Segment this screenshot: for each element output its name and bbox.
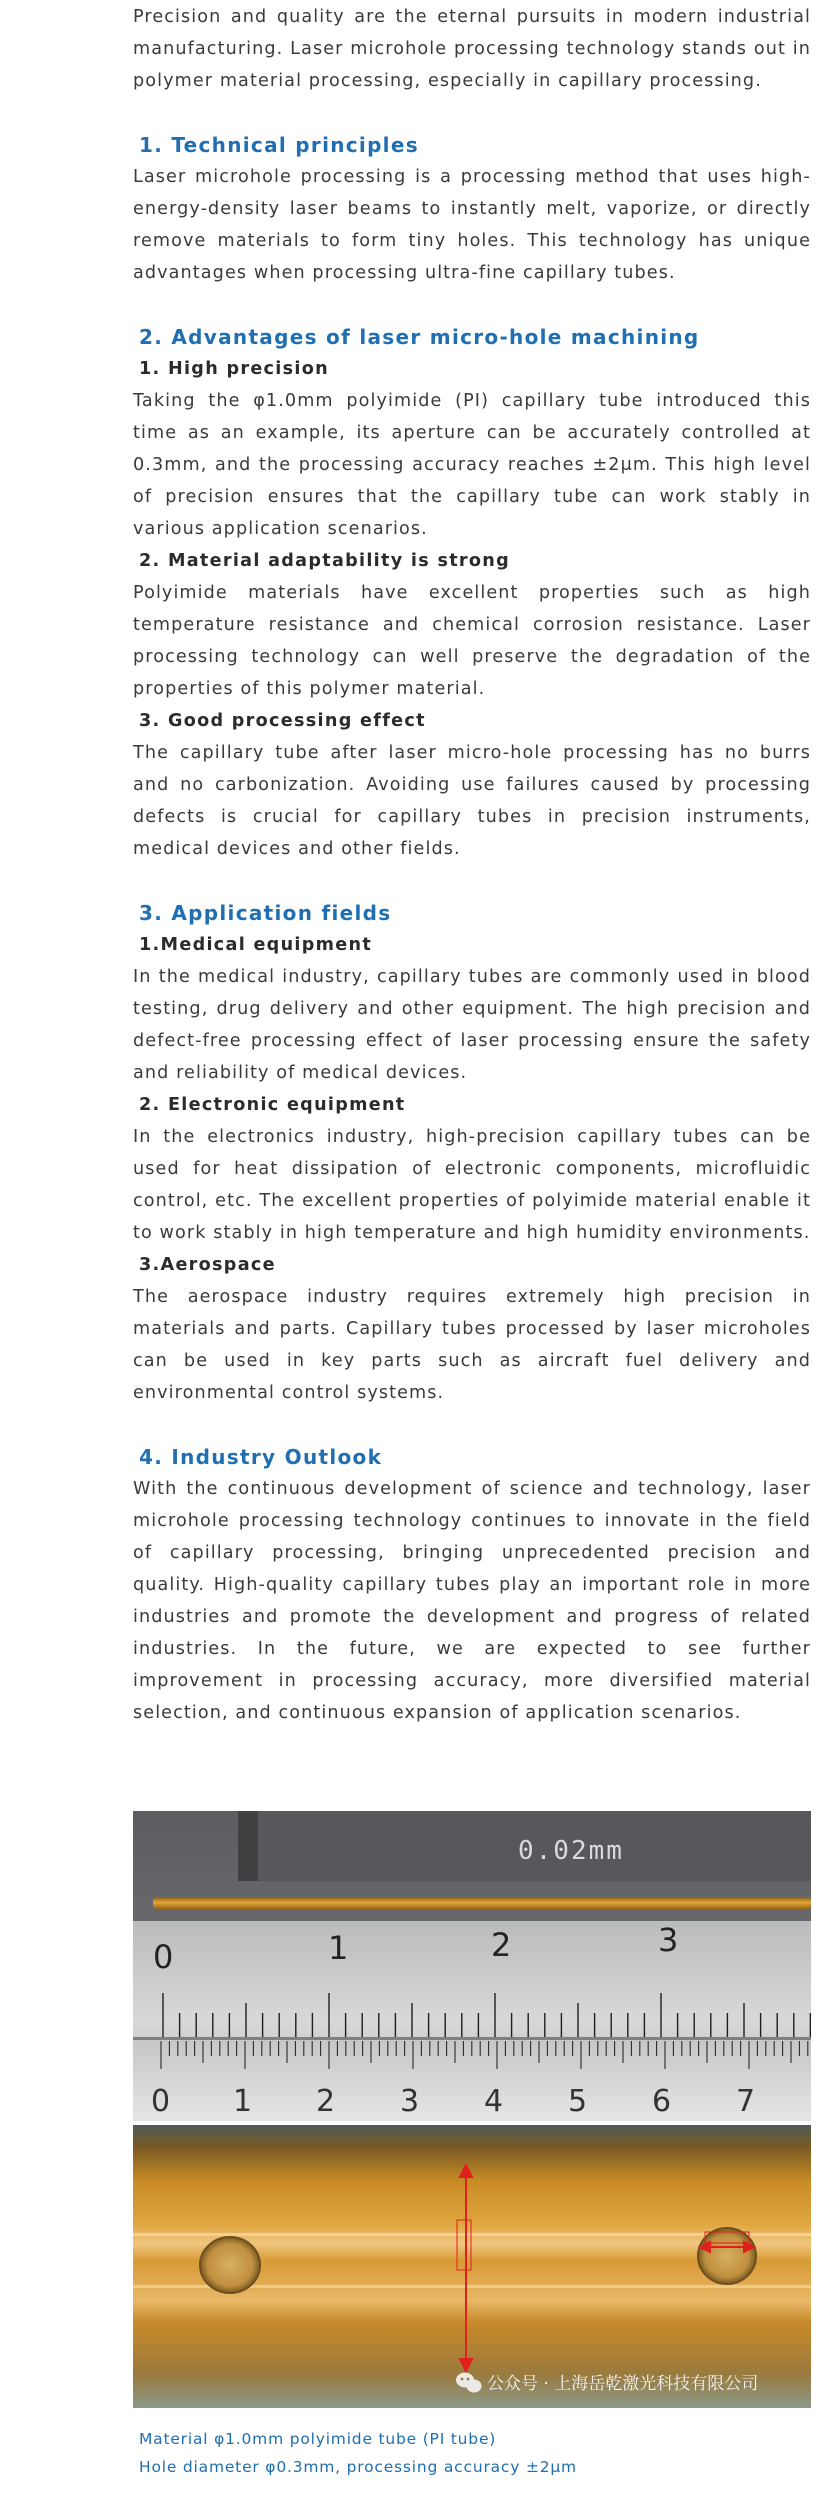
subheading-material-adaptability: 2. Material adaptability is strong (139, 551, 511, 571)
subheading-processing-effect: 3. Good processing effect (139, 711, 426, 731)
section-heading-technical-principles: 1. Technical principles (139, 133, 419, 157)
lower-scale-number-6: 6 (652, 2084, 672, 2119)
vernier-label: 0.02mm (518, 1836, 624, 1866)
lower-scale-number-3: 3 (400, 2084, 420, 2119)
micro-hole-right (698, 2228, 756, 2284)
caliper-illustration (133, 1811, 811, 2121)
section-heading-application-fields: 3. Application fields (139, 901, 392, 925)
lower-scale-number-7: 7 (736, 2084, 756, 2119)
lower-scale-number-2: 2 (316, 2084, 336, 2119)
subheading-electronic-equipment: 2. Electronic equipment (139, 1095, 406, 1115)
lower-scale-number-0: 0 (151, 2084, 171, 2119)
section-heading-industry-outlook: 4. Industry Outlook (139, 1445, 383, 1469)
paragraph-processing-effect: The capillary tube after laser micro-hole processing has no burrs and no carbonization. Avoiding use failures caused by processing defects is crucial for capillary tubes in precision instruments, medical devices and other fields. (133, 743, 811, 859)
caption-hole-diameter: Hole diameter φ0.3mm, processing accuracy ±2μm (139, 2458, 577, 2476)
caption-material: Material φ1.0mm polyimide tube (PI tube) (139, 2430, 497, 2448)
intro-paragraph: Precision and quality are the eternal pursuits in modern industrial manufacturing. Laser microhole processing technology stands out in polymer material processing, especially in capillary processing. (133, 7, 811, 91)
watermark-text: 公众号 · 上海岳乾激光科技有限公司 (487, 2374, 759, 2394)
lower-scale-number-5: 5 (568, 2084, 588, 2119)
upper-scale-number-1: 1 (328, 1929, 349, 1967)
tube-closeup-illustration (133, 2125, 811, 2408)
watermark (456, 2373, 758, 2395)
paragraph-material-adaptability: Polyimide materials have excellent properties such as high temperature resistance and chemical corrosion resistance. Laser processing technology can well preserve the degradation of the properties of this polymer material. (133, 583, 811, 699)
capillary-tube (153, 1897, 811, 1909)
paragraph-industry-outlook: With the continuous development of science and technology, laser microhole processing technology continues to innovate in the field of capillary processing, bringing unprecedented precision and quality. High-quality capillary tubes play an important role in more industries and promote the development and progress of related industries. In the future, we are expected to see further improvement in processing accuracy, more diversified material selection, and continuous expansion of application scenarios. (133, 1479, 811, 1723)
subheading-aerospace: 3.Aerospace (139, 1255, 276, 1275)
article (133, 0, 811, 1729)
subheading-medical-equipment: 1.Medical equipment (139, 935, 373, 955)
subheading-high-precision: 1. High precision (139, 359, 329, 379)
paragraph-high-precision: Taking the φ1.0mm polyimide (PI) capillary tube introduced this time as an example, its aperture can be accurately controlled at 0.3mm, and the processing accuracy reaches ±2μm. This high level of precision ensures that the capillary tube can work stably in various application scenarios. (133, 391, 811, 539)
paragraph-medical-equipment: In the medical industry, capillary tubes are commonly used in blood testing, drug delivery and other equipment. The high precision and defect-free processing effect of laser processing ensure the safety and reliability of medical devices. (133, 967, 811, 1083)
paragraph-electronic-equipment: In the electronics industry, high-precision capillary tubes can be used for heat dissipation of electronic components, microfluidic control, etc. The excellent properties of polyimide material enable it to work stably in high temperature and high humidity environments. (133, 1127, 811, 1243)
upper-scale-number-0: 0 (153, 1938, 174, 1976)
micro-hole-left (200, 2237, 260, 2293)
paragraph-aerospace: The aerospace industry requires extremely high precision in materials and parts. Capillary tubes processed by laser microholes can be used in key parts such as aircraft fuel delivery and environmental control systems. (133, 1287, 811, 1403)
upper-scale-number-3: 3 (658, 1921, 679, 1959)
caliper-photo (133, 1811, 811, 2121)
section-text-technical-principles: Laser microhole processing is a processing method that uses high-energy-density laser beams to instantly melt, vaporize, or directly remove materials to form tiny holes. This technology has unique advantages when processing ultra-fine capillary tubes. (133, 167, 811, 283)
lower-scale-number-1: 1 (233, 2084, 253, 2119)
lower-scale-number-4: 4 (484, 2084, 504, 2119)
upper-scale-number-2: 2 (491, 1926, 512, 1964)
section-heading-advantages: 2. Advantages of laser micro-hole machining (139, 325, 700, 349)
tube-closeup-photo (133, 2125, 811, 2408)
